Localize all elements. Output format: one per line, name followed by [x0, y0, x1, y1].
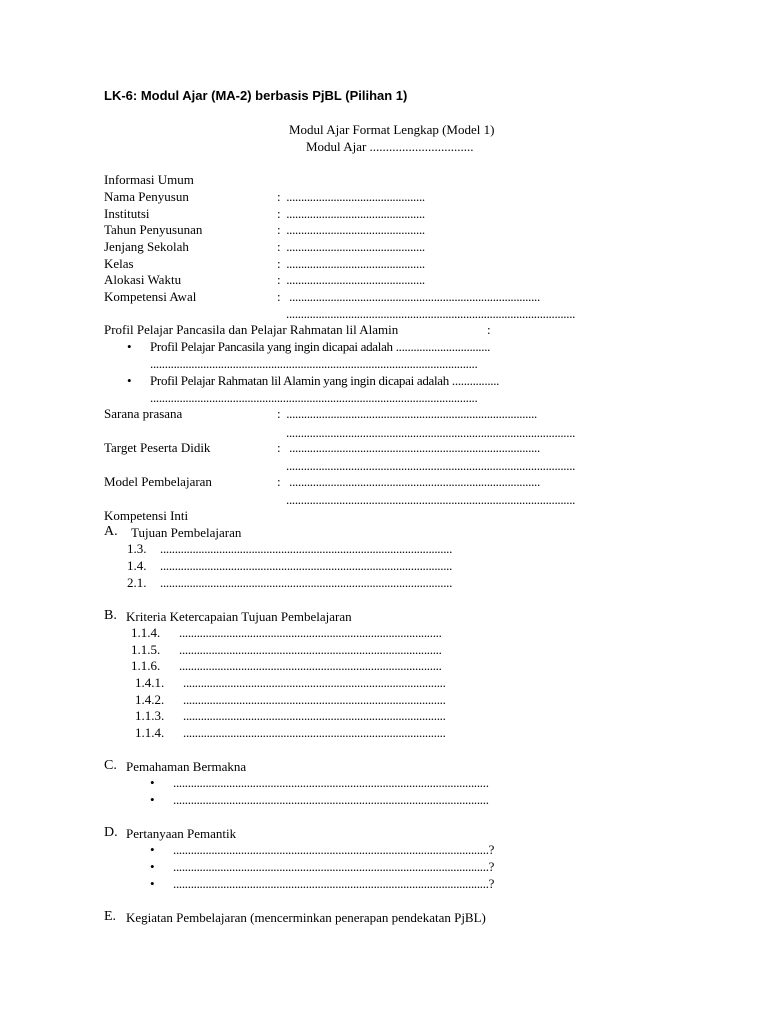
info-fill-line: : ............................................... [277, 239, 425, 254]
info-fill-line: : ............................................... [277, 272, 425, 287]
info-label: Kelas [104, 256, 134, 271]
model-label: Model Pembelajaran [104, 474, 212, 489]
info-heading: Informasi Umum [104, 172, 194, 187]
target-fill-line: .................................................................................................. [286, 458, 576, 473]
info-fill-line: : ............................................... [277, 256, 425, 271]
question-fill-line: ...........................................................................................................? [173, 876, 495, 891]
item-number: 2.1. [127, 575, 147, 590]
item-number: 1.1.4. [131, 625, 161, 640]
item-number: 1.3. [127, 541, 147, 556]
item-fill-line: ......................................................................................... [179, 658, 442, 673]
target-label: Target Peserta Didik [104, 440, 211, 455]
item-fill-line: ................................................................................................... [160, 575, 453, 590]
item-number: 1.1.4. [135, 725, 165, 740]
info-label: Institutsi [104, 206, 150, 221]
profil-item: Profil Pelajar Pancasila yang ingin dicapai adalah ................................ [150, 339, 491, 354]
bullet-icon: • [150, 792, 155, 807]
target-fill-line: : ..................................................................................... [277, 440, 540, 455]
question-fill-line: ...........................................................................................................? [173, 859, 495, 874]
item-fill-line: ......................................................................................... [183, 692, 446, 707]
section-title: Kegiatan Pembelajaran (mencerminkan penerapan pendekatan PjBL) [126, 910, 486, 925]
info-label: Kompetensi Awal [104, 289, 197, 304]
bullet-icon: • [150, 876, 155, 891]
info-label: Tahun Penyusunan [104, 222, 203, 237]
info-label: Jenjang Sekolah [104, 239, 189, 254]
sarana-label: Sarana prasana [104, 406, 183, 421]
item-fill-line: ........................................................................................................... [173, 775, 489, 790]
section-letter: D. [104, 825, 118, 840]
bullet-icon: • [150, 859, 155, 874]
section-title: Kriteria Ketercapaian Tujuan Pembelajaran [126, 609, 352, 624]
item-fill-line: ........................................................................................................... [173, 792, 489, 807]
section-title: Tujuan Pembelajaran [131, 525, 242, 540]
model-fill-line: .................................................................................................. [286, 492, 576, 507]
info-fill-line: .................................................................................................. [286, 306, 576, 321]
item-fill-line: ......................................................................................... [183, 725, 446, 740]
info-fill-line: : ............................................... [277, 189, 425, 204]
bullet-icon: • [127, 373, 132, 388]
info-label: Alokasi Waktu [104, 272, 182, 287]
section-letter: C. [104, 758, 117, 773]
section-letter: B. [104, 608, 117, 623]
module-format-heading: Modul Ajar Format Lengkap (Model 1) [289, 122, 495, 137]
kompetensi-inti-heading: Kompetensi Inti [104, 508, 189, 523]
profil-colon: : [487, 322, 491, 337]
info-label: Nama Penyusun [104, 189, 189, 204]
bullet-icon: • [150, 775, 155, 790]
info-fill-line: : ..................................................................................... [277, 289, 540, 304]
section-title: Pemahaman Bermakna [126, 759, 247, 774]
section-letter: A. [104, 524, 118, 539]
question-fill-line: ...........................................................................................................? [173, 842, 495, 857]
item-number: 1.1.3. [135, 708, 165, 723]
profil-fill-line: ............................................................................................................... [150, 356, 478, 371]
profil-fill-line: ............................................................................................................... [150, 390, 478, 405]
document-title: LK-6: Modul Ajar (MA-2) berbasis PjBL (Pilihan 1) [104, 88, 408, 103]
item-fill-line: ......................................................................................... [183, 675, 446, 690]
section-title: Pertanyaan Pemantik [126, 826, 237, 841]
sarana-fill-line: : ..................................................................................... [277, 406, 537, 421]
item-fill-line: ......................................................................................... [179, 642, 442, 657]
profil-heading: Profil Pelajar Pancasila dan Pelajar Rahmatan lil Alamin [104, 322, 399, 337]
item-number: 1.4.1. [135, 675, 165, 690]
item-fill-line: ................................................................................................... [160, 558, 453, 573]
item-number: 1.1.5. [131, 642, 161, 657]
item-number: 1.4.2. [135, 692, 165, 707]
item-number: 1.1.6. [131, 658, 161, 673]
profil-item: Profil Pelajar Rahmatan lil Alamin yang ingin dicapai adalah ................ [150, 373, 500, 388]
bullet-icon: • [150, 842, 155, 857]
module-name-line: Modul Ajar ................................ [306, 139, 474, 154]
section-letter: E. [104, 909, 117, 924]
item-fill-line: ......................................................................................... [179, 625, 442, 640]
info-fill-line: : ............................................... [277, 206, 425, 221]
item-fill-line: ......................................................................................... [183, 708, 446, 723]
item-fill-line: ................................................................................................... [160, 541, 453, 556]
item-number: 1.4. [127, 558, 147, 573]
bullet-icon: • [127, 339, 132, 354]
sarana-fill-line: .................................................................................................. [286, 425, 576, 440]
model-fill-line: : ..................................................................................... [277, 474, 540, 489]
info-fill-line: : ............................................... [277, 222, 425, 237]
